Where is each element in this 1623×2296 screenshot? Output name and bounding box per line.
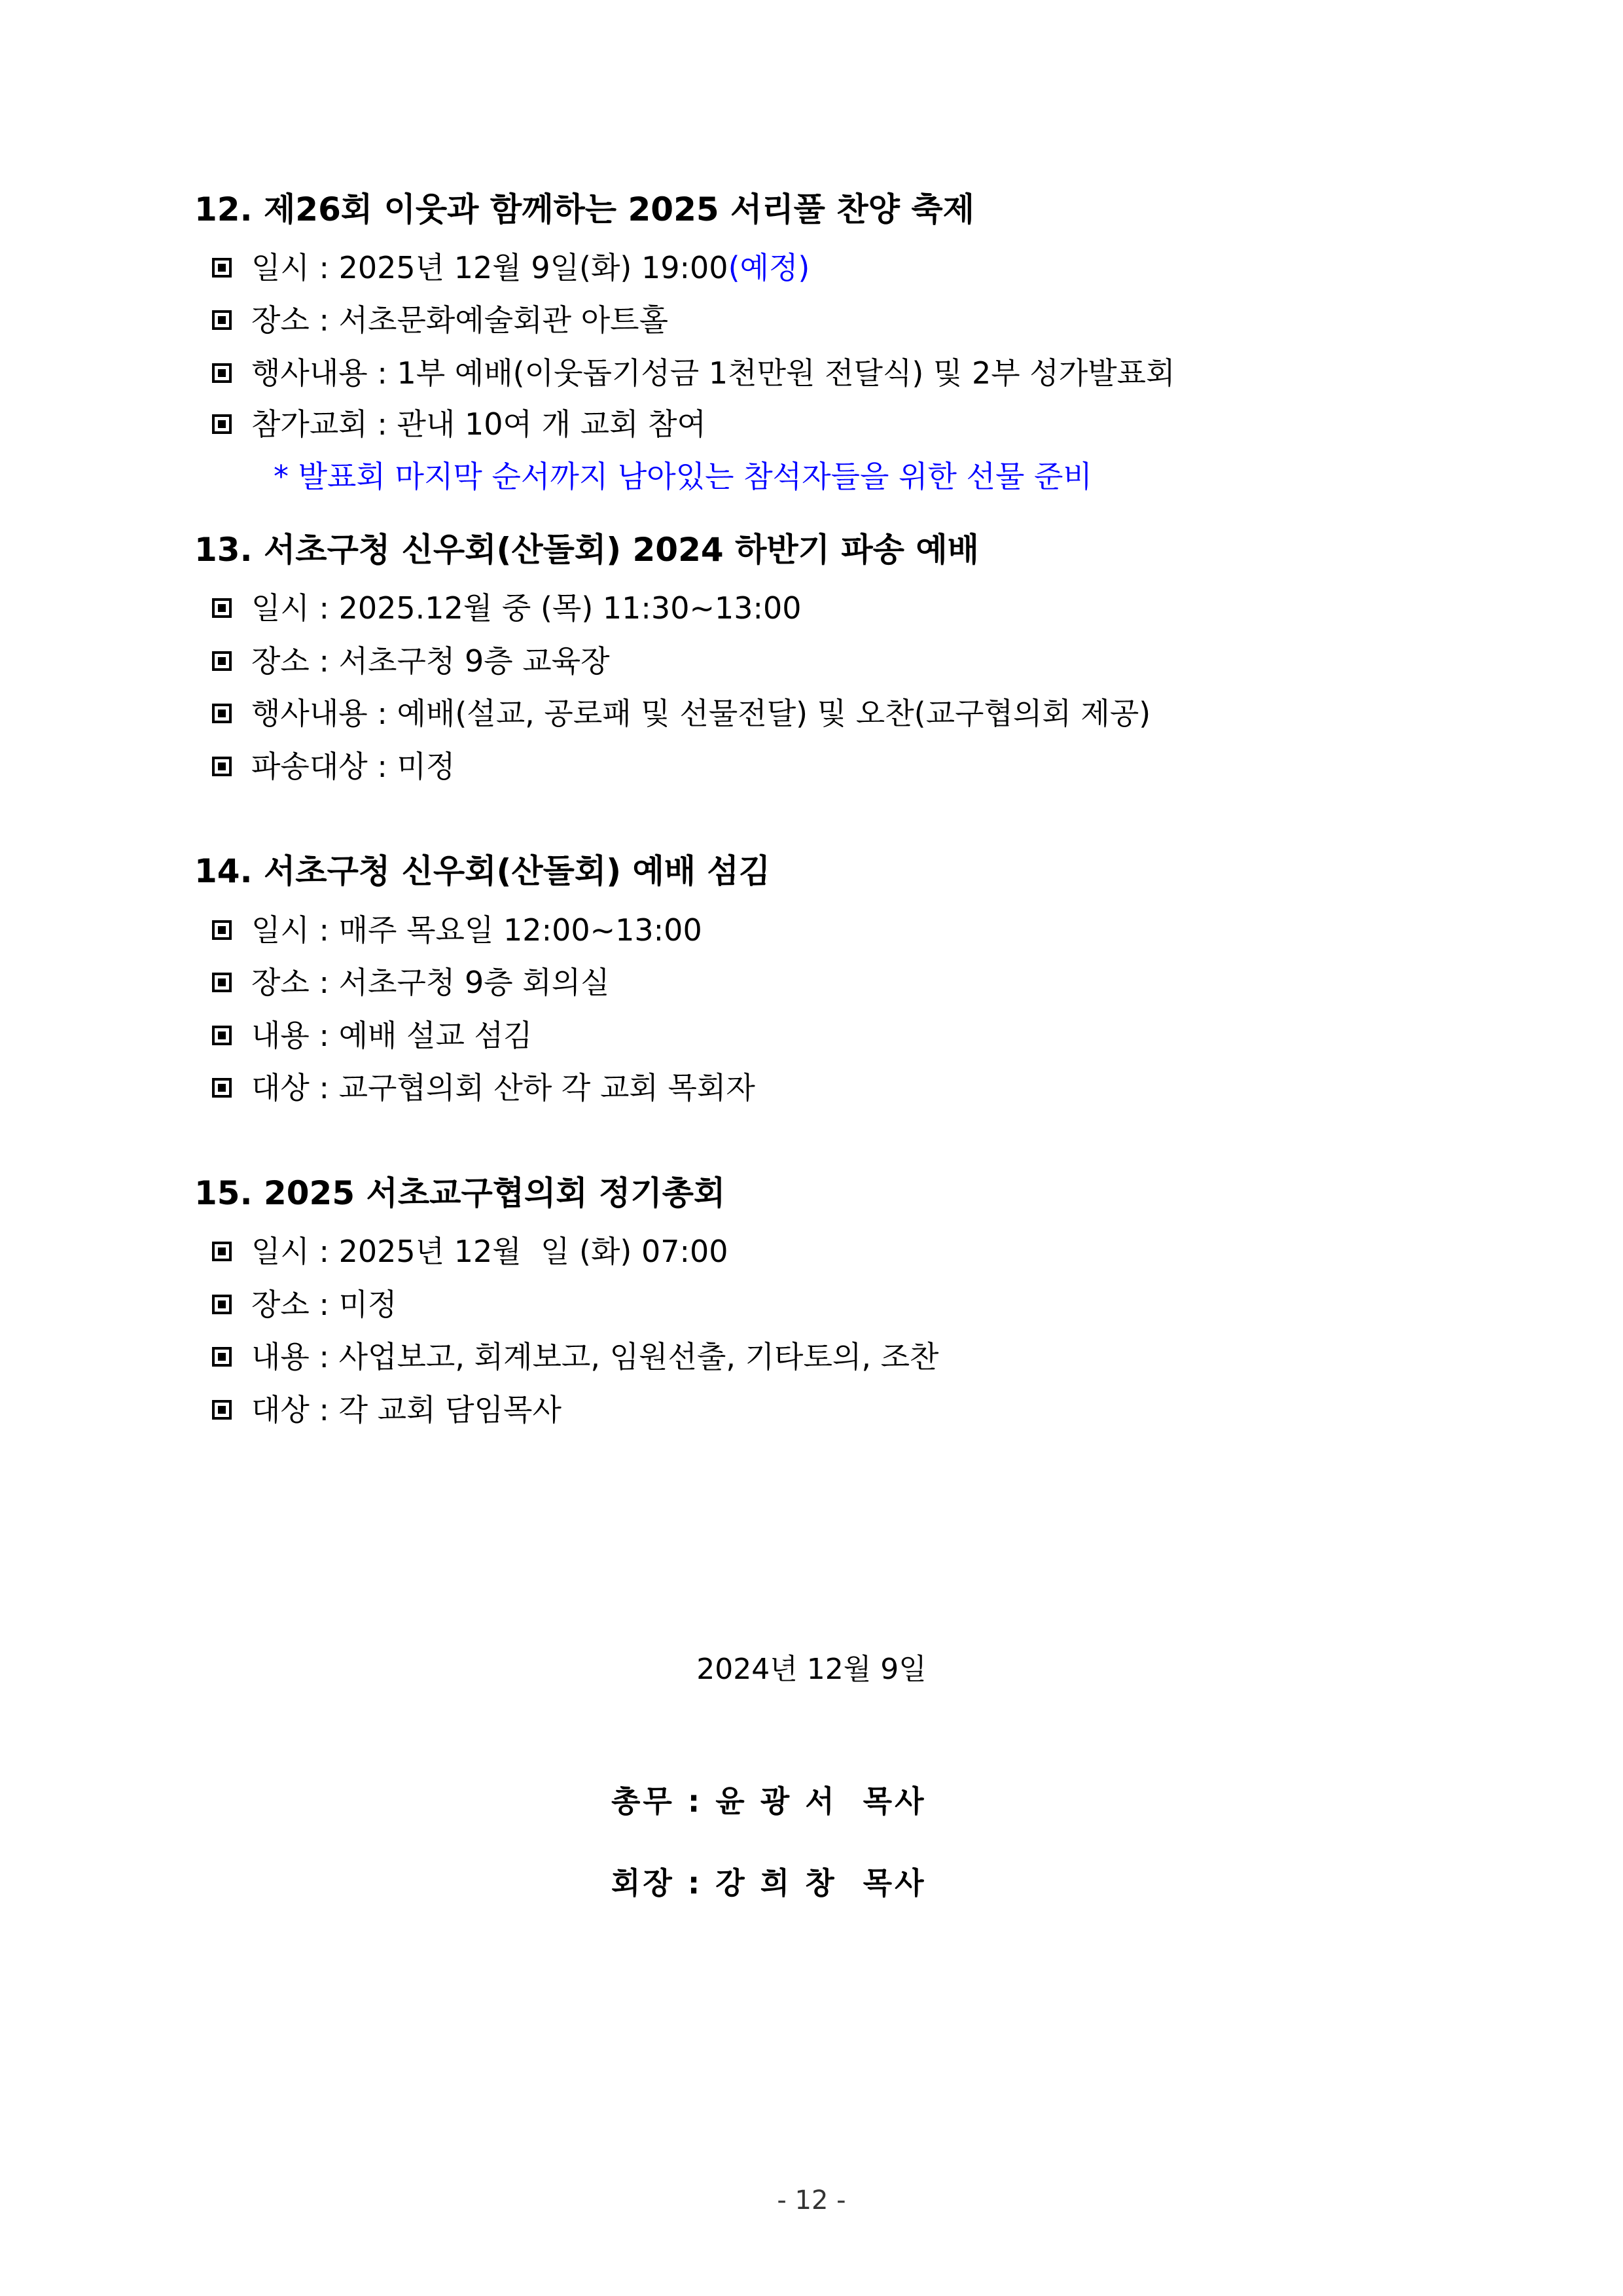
tentative-label: (예정) (728, 250, 810, 285)
checkbox-bullet-icon (212, 1347, 232, 1367)
checkbox-bullet-icon (212, 651, 232, 671)
note: * 발표회 마지막 순서까지 남아있는 참석자들을 위한 선물 준비 (274, 459, 1092, 494)
checkbox-bullet-icon (212, 414, 232, 434)
item-text: 내용 : 사업보고, 회계보고, 임원선출, 기타토의, 조찬 (251, 1339, 939, 1374)
document-date: 2024년 12월 9일 (696, 1653, 927, 1686)
checkbox-bullet-icon (212, 1026, 232, 1045)
section-title: 14. 서초구청 신우회(산돌회) 예배 섬김 (194, 852, 771, 890)
item-text: 내용 : 예배 설교 섬김 (251, 1018, 533, 1053)
list-item (212, 747, 455, 786)
section-title: 12. 제26회 이웃과 함께하는 2025 서리풀 찬양 축제 (194, 190, 974, 228)
section-title: 15. 2025 서초교구협의회 정기총회 (194, 1174, 726, 1212)
item-text: 행사내용 : 예배(설교, 공로패 및 선물전달) 및 오찬(교구협의회 제공) (251, 696, 1151, 731)
list-item (212, 910, 702, 950)
list-item (212, 404, 706, 444)
checkbox-bullet-icon (212, 1400, 232, 1420)
checkbox-bullet-icon (212, 598, 232, 618)
list-item (212, 1390, 562, 1429)
checkbox-bullet-icon (212, 310, 232, 330)
item-text: 장소 : 서초구청 9층 교육장 (251, 643, 610, 679)
item-text: 일시 : 매주 목요일 12:00~13:00 (251, 912, 702, 948)
item-text: 일시 : 2025년 12월 일 (화) 07:00 (251, 1234, 728, 1269)
checkbox-bullet-icon (212, 1295, 232, 1314)
checkbox-bullet-icon (212, 1078, 232, 1098)
checkbox-bullet-icon (212, 973, 232, 992)
list-item (212, 1068, 755, 1107)
page-number: - 12 - (777, 2185, 846, 2215)
checkbox-bullet-icon (212, 757, 232, 776)
item-text: 파송대상 : 미정 (251, 749, 455, 784)
list-item (212, 248, 810, 287)
item-text: 일시 : 2025년 12월 9일(화) 19:00 (251, 250, 728, 285)
signature-president: 회장 : 강 희 창 목사 (611, 1865, 927, 1901)
list-item (212, 300, 668, 340)
item-text: 행사내용 : 1부 예배(이웃돕기성금 1천만원 전달식) 및 2부 성가발표회 (251, 355, 1175, 391)
list-item (212, 694, 1150, 733)
item-text: 장소 : 미정 (251, 1287, 397, 1322)
item-text: 대상 : 각 교회 담임목사 (251, 1392, 562, 1427)
list-item (212, 588, 802, 628)
item-text: 대상 : 교구협의회 산하 각 교회 목회자 (251, 1070, 755, 1105)
list-item (212, 1337, 938, 1376)
checkbox-bullet-icon (212, 704, 232, 723)
list-item (212, 1285, 397, 1324)
checkbox-bullet-icon (212, 920, 232, 940)
item-text: 참가교회 : 관내 10여 개 교회 참여 (251, 406, 706, 442)
checkbox-bullet-icon (212, 363, 232, 383)
item-text: 일시 : 2025.12월 중 (목) 11:30~13:00 (251, 590, 802, 626)
checkbox-bullet-icon (212, 1242, 232, 1261)
checkbox-bullet-icon (212, 258, 232, 278)
list-item (212, 353, 1175, 393)
list-item (212, 641, 610, 681)
list-item (212, 1016, 532, 1055)
section-title: 13. 서초구청 신우회(산돌회) 2024 하반기 파송 예배 (194, 531, 979, 569)
item-text: 장소 : 서초구청 9층 회의실 (251, 965, 610, 1000)
signature-secretary: 총무 : 윤 광 서 목사 (611, 1784, 927, 1819)
item-text: 장소 : 서초문화예술회관 아트홀 (251, 302, 669, 338)
list-item (212, 1232, 728, 1271)
list-item (212, 963, 610, 1002)
